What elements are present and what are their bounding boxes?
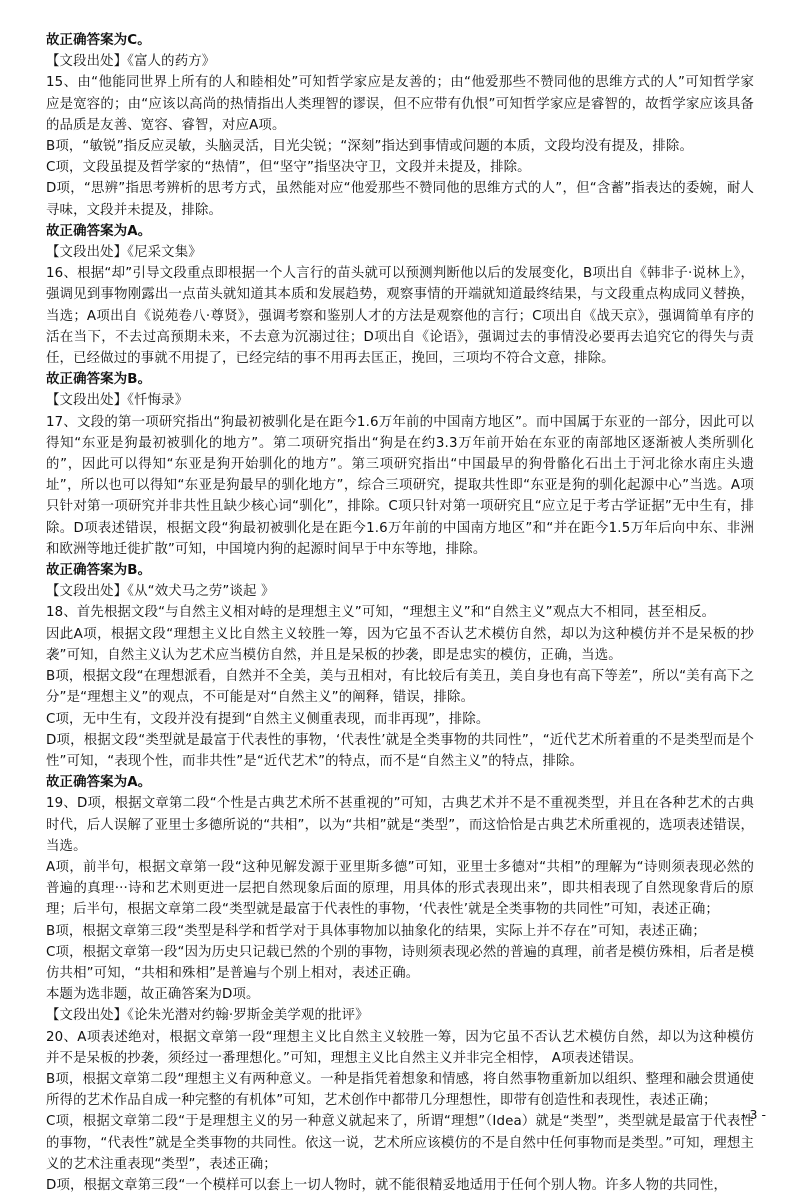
paragraph: 本题为选非题，故正确答案为D项。 [46,987,260,1003]
paragraph: B项，根据文章第三段“类型是科学和哲学对于具体事物加以抽象化的结果，实际上并不存在”可知，表述正确； [46,923,706,939]
paragraph: D项，根据文章第三段“一个模样可以套上一切人物时，就不能很精妥地适用于任何个别人物。许多人物的共同性， [46,1177,728,1193]
paragraph: 【文段出处】《尼采文集》 [46,245,202,261]
paragraph: C项，根据文章第一段“因为历史只记载已然的个别的事物，诗则须表现必然的普遍的真理，前者是模仿殊相，后者是模仿共相”可知，“共相和殊相”是普遍与个别上相对，表述正确。 [46,944,754,981]
paragraph: A项，前半句，根据文章第一段“这种见解发源于亚里斯多德”可知，亚里士多德对“共相”的理解为“诗则须表现必然的普遍的真理···诗和艺术则更进一层把自然现象后面的原理，用具体的形式表现出来”，即共相表现了自然现象背后的原理；后半句，根据文章第二段“类型就是最富于代表性的事物，‘代表性’就是全类事物的共同性”可知，表述正确； [46,859,754,918]
paragraph: 因此A项，根据文段“理想主义比自然主义较胜一筹，因为它虽不否认艺术模仿自然，却以为这种模仿并不是呆板的抄袭”可知，自然主义认为艺术应当模仿自然，并且是呆板的抄袭，即是忠实的模仿，正确，当选。 [46,626,754,663]
paragraph: 20、A项表述绝对，根据文章第一段“理想主义比自然主义较胜一筹，因为它虽不否认艺术模仿自然，却以为这种模仿并不是呆板的抄袭，须经过一番理想化。”可知，理想主义比自然主义并非完全相悖， A项表述错误。 [46,1029,754,1066]
paragraph: C项，无中生有，文段并没有提到“自然主义侧重表现，而非再现”，排除。 [46,711,490,727]
paragraph: B项，“敏锐”指反应灵敏，头脑灵活，目光尖锐；“深刻”指达到事情或问题的本质，文段均没有提及，排除。 [46,139,694,155]
paragraph: C项，根据文章第二段“于是理想主义的另一种意义就起来了，所谓“理想”（Idea）就是“类型”，类型就是最富于代表性的事物，“代表性”就是全类事物的共同性。依这一说，艺术所应该模仿的不是自然中任何事物而是类型。”可知，理想主义的艺术注重表现“类型”，表述正确； [46,1114,754,1172]
paragraph: 【文段出处】《富人的药方》 [46,54,216,70]
paragraph: C项，文段虽提及哲学家的“热情”，但“坚守”指坚决守卫，文段并未提及，排除。 [46,160,531,176]
paragraph: 18、首先根据文段“与自然主义相对峙的是理想主义”可知，“理想主义”和“自然主义”观点大不相同，甚至相反。 [46,605,716,621]
paragraph: 【文段出处】《从“效犬马之劳”谈起 》 [46,584,275,600]
paragraph: B项，根据文段“在理想派看，自然并不全美，美与丑相对，有比较后有美丑，美自身也有高下等差”，所以“美有高下之分”是“理想主义”的观点，不可能是对“自然主义”的阐释，错误，排除。 [46,669,754,706]
answer-line: 故正确答案为C。 [46,33,151,48]
paragraph: 15、由“他能同世界上所有的人和睦相处”可知哲学家应是友善的；由“他爱那些不赞同他的思维方式的人”可知哲学家应是宽容的；由“应该以高尚的热情指出人类理智的谬误，但不应带有仇恨”可知哲学家应是睿智的，故哲学家应该具备的品质是友善、宽容、睿智，对应A项。 [46,75,754,133]
paragraph: 16、根据“却”引导文段重点即根据一个人言行的苗头就可以预测判断他以后的发展变化，B项出自《韩非子·说林上》，强调见到事物刚露出一点苗头就知道其本质和发展趋势，观察事情的开端就知道最终结果，与文段重点构成同义替换，当选；A项出自《说苑卷八·尊贤》，强调考察和鉴别人才的方法是观察他的言行；C项出自《战天京》，强调简单有序的活在当下，不去过高预期未来，不去意为沉溺过往；D项出自《论语》，强调过去的事情没必要再去追究它的得失与责任，已经做过的事就不用提了，已经完结的事不用再去匡正，挽回，三项均不符合文意，排除。 [46,266,754,367]
answer-line: 故正确答案为A。 [46,775,152,791]
paragraph: 17、文段的第一项研究指出“狗最初被驯化是在距今1.6万年前的中国南方地区”。而中国属于东亚的一部分，因此可以得知“东亚是狗最初被驯化的地方”。第二项研究指出“狗是在约3.3万年前开始在东亚的南部地区逐渐被人类所驯化的”，因此可以得知“东亚是狗开始驯化的地方”。第三项研究指出“中国最早的狗骨骼化石出土于河北徐水南庄头遗址”，所以也可以得知“东亚是狗最早的驯化地方”，综合三项研究，提取共性即“东亚是狗的驯化起源中心”当选。A项只针对第一项研究并非共性且缺少核心词“驯化”，排除。C项只针对第一项研究且“应立足于考古学证据”无中生有，排除。D项表述错误，根据文段“狗最初被驯化是在距今1.6万年前的中国南方地区”和“并在距今1.5万年后向中东、非洲和欧洲等地迁徙扩散”可知，中国境内狗的起源时间早于中东等地，排除。 [46,414,754,557]
page-number: - 3 - [741,1107,766,1122]
answer-line: 故正确答案为B。 [46,563,152,579]
paragraph: D项，“思辨”指思考辨析的思考方式，虽然能对应“他爱那些不赞同他的思维方式的人”，但“含蓄”指表达的委婉，耐人寻味，文段并未提及，排除。 [46,181,754,218]
paragraph: 【文段出处】《忏悔录》 [46,393,189,409]
paragraph: B项，根据文章第二段“理想主义有两种意义。一种是指凭着想象和情感，将自然事物重新加以组织、整理和融会贯通使所得的艺术作品自成一种完整的有机体”可知，艺术创作中都带几分理想性，即带有创造性和表现性，表述正确； [46,1071,754,1109]
paragraph: D项，根据文段“类型就是最富于代表性的事物，‘代表性’就是全类事物的共同性”，“近代艺术所着重的不是类型而是个性”可知，“表现个性，而非共性”是“近代艺术”的特点，而不是“自然主义”的特点，排除。 [46,732,754,769]
paragraph: 19、D项，根据文章第二段“个性是古典艺术所不甚重视的”可知，古典艺术并不是不重视类型，并且在各种艺术的古典时代，后人误解了亚里士多德所说的“共相”，以为“共相”就是“类型”，而这恰恰是古典艺术所重视的，选项表述错误，当选。 [46,796,754,854]
paragraph: 【文段出处】《论朱光潜对约翰·罗斯金美学观的批评》 [46,1008,369,1024]
answer-line: 故正确答案为A。 [46,223,152,239]
answer-line: 故正确答案为B。 [46,372,152,388]
document-body [46,30,754,1196]
